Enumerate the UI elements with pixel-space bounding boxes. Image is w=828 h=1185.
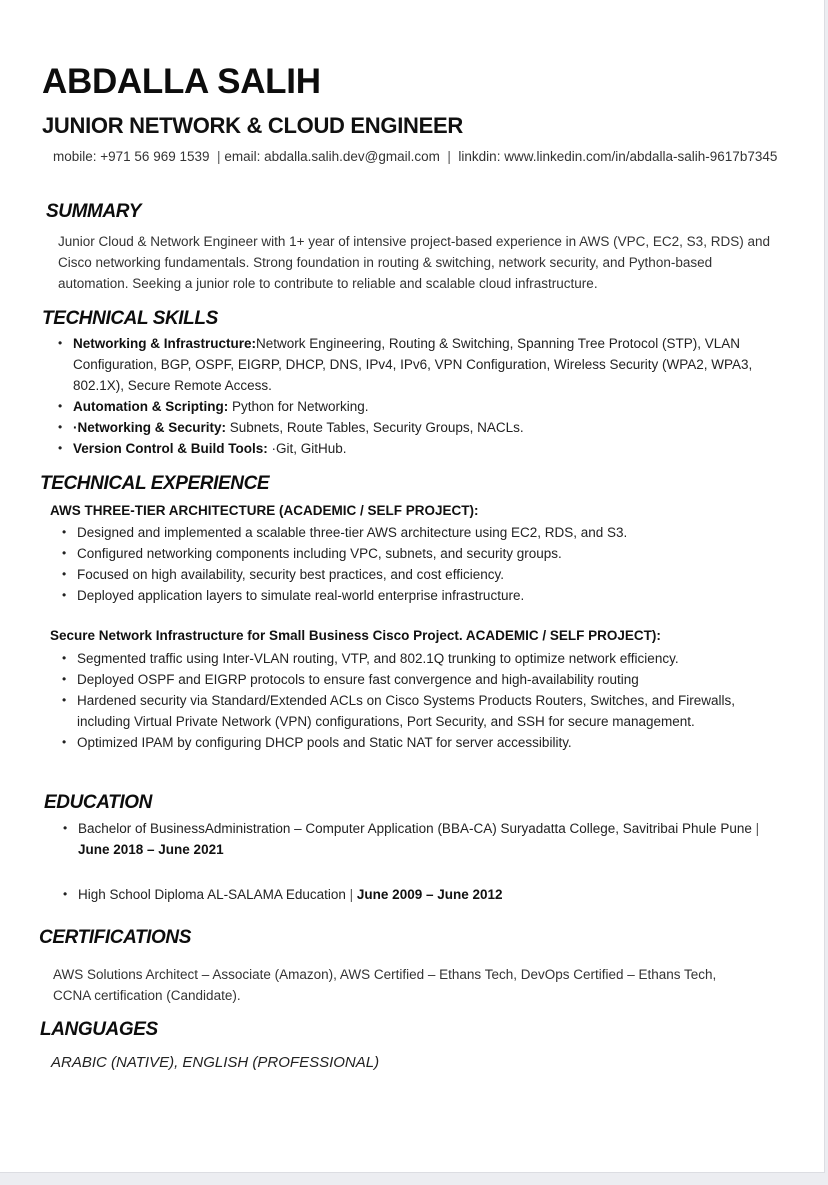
project-bullets [77,648,767,753]
skill-item [73,417,773,438]
education-dates: June 2009 – June 2012 [356,887,503,902]
contact-mobile: mobile: +971 56 969 1539 [53,149,210,164]
project-bullet: • Deployed application layers to simulate real-world enterprise infrastructure. [77,585,787,606]
section-heading-experience: TECHNICAL EXPERIENCE [40,473,270,494]
education-text: Bachelor of BusinessAdministration – Computer Application (BBA-CA) Suryadatta College, Savitribai Phule Pune [78,821,756,836]
section-heading-certifications: CERTIFICATIONS [39,927,192,948]
separator: | [349,887,357,902]
certifications-text: AWS Solutions Architect – Associate (Amazon), AWS Certified – Ethans Tech, DevOps Certified – Ethans Tech, CCNA certification (Candidate). [53,967,717,1003]
contact-email[interactable]: email: abdalla.salih.dev@gmail.com [224,149,440,164]
project-bullet: • Deployed OSPF and EIGRP protocols to ensure fast convergence and high-availability routing [77,669,767,690]
skill-label: Networking & Infrastructure: [73,336,257,351]
education-list [78,818,768,860]
section-heading-education: EDUCATION [44,792,152,813]
project-bullet: • Segmented traffic using Inter-VLAN routing, VTP, and 802.1Q trunking to optimize network efficiency. [77,648,767,669]
project-title: AWS THREE-TIER ARCHITECTURE (ACADEMIC / SELF PROJECT): [50,503,479,518]
separator: | [217,149,221,164]
section-heading-skills: TECHNICAL SKILLS [42,308,218,329]
skill-item [73,333,773,396]
candidate-name: ABDALLA SALIH [42,62,321,101]
languages-text: ARABIC (NATIVE), ENGLISH (PROFESSIONAL) [51,1054,380,1071]
project-bullet: • Configured networking components including VPC, subnets, and security groups. [77,543,787,564]
skill-text: ·Git, GitHub. [267,441,347,456]
education-item [78,884,768,905]
contact-linkedin[interactable]: linkdin: www.linkedin.com/in/abdalla-salih-9617b7345 [458,149,778,164]
project-bullets [77,522,787,606]
skill-item [73,396,773,417]
job-title: JUNIOR NETWORK & CLOUD ENGINEER [42,113,463,138]
skill-text: Network Engineering, Routing & Switching, Spanning Tree Protocol (STP), VLAN Configuration, BGP, OSPF, EIGRP, DHCP, DNS, IPv4, IPv6, VPN Configuration, Wireless Security (WPA2, WPA3, 802.1X), Secure Remote Access. [73,336,753,393]
project-bullet: • Focused on high availability, security best practices, and cost efficiency. [77,564,787,585]
skill-label: Version Control & Build Tools: [73,441,268,456]
project-bullet: • Hardened security via Standard/Extended ACLs on Cisco Systems Products Routers, Switches, and Firewalls, including Virtual Private Network (VPN) configurations, Port Security, and SSH for secure management. [77,690,767,732]
skill-item [73,438,773,459]
project-title: Secure Network Infrastructure for Small Business Cisco Project. ACADEMIC / SELF PROJECT): [50,628,661,643]
contact-line [53,146,793,167]
skill-label: ·Networking & Security: [73,420,227,435]
summary-text: Junior Cloud & Network Engineer with 1+ year of intensive project-based experience in AWS (VPC, EC2, S3, RDS) and Cisco networking fundamentals. Strong foundation in routing & switching, network security, and Python-based automation. Seeking a junior role to contribute to reliable and scalable cloud infrastructure. [58,234,770,291]
project-bullet: • Designed and implemented a scalable three-tier AWS architecture using EC2, RDS, and S3. [77,522,787,543]
education-dates: June 2018 – June 2021 [78,842,224,857]
project-bullet: • Optimized IPAM by configuring DHCP pools and Static NAT for server accessibility. [77,732,767,753]
skill-text: Python for Networking. [228,399,369,414]
separator: | [755,821,760,836]
skill-label: Automation & Scripting: [73,399,229,414]
skills-list [73,333,773,459]
education-text: High School Diploma AL-SALAMA Education [78,887,350,902]
education-item [78,818,768,860]
education-list [78,884,768,905]
skill-text: Subnets, Route Tables, Security Groups, NACLs. [226,420,524,435]
separator: | [447,149,451,164]
section-heading-languages: LANGUAGES [40,1019,158,1040]
section-heading-summary: SUMMARY [46,201,142,222]
